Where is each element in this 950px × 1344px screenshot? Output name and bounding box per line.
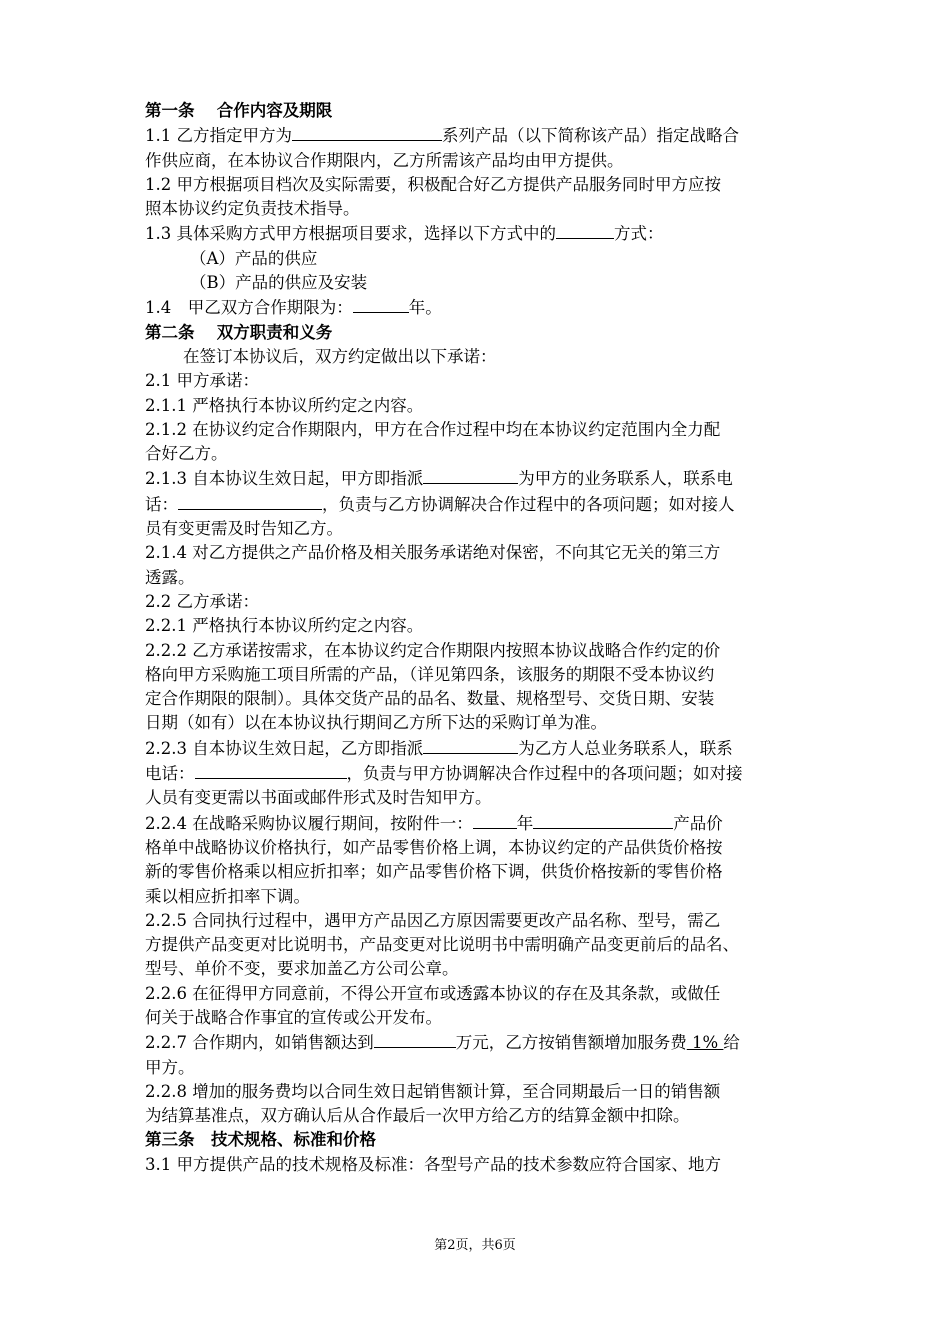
clause-2-1-4-cont: 透露。 <box>145 567 195 587</box>
clause-2-1-3-cont2: 员有变更需及时告知乙方。 <box>145 519 343 539</box>
blank-product-series <box>292 123 442 141</box>
section-3-title: 第三条 技术规格、标准和价格 <box>145 1130 376 1150</box>
section-2-intro: 在签订本协议后，双方约定做出以下承诺： <box>183 346 497 366</box>
clause-2-2-8: 2.2.8 增加的服务费均以合同生效日起销售额计算，至合同期最后一日的销售额 <box>145 1081 721 1101</box>
blank-price-list <box>533 811 673 829</box>
blank-purchase-method <box>556 221 614 239</box>
clause-2-2-4-cont3: 乘以相应折扣率下调。 <box>145 886 310 906</box>
clause-2-1-1: 2.1.1 严格执行本协议所约定之内容。 <box>145 395 424 415</box>
blank-sales-amount <box>374 1030 456 1048</box>
page-number: 第2页，共6页 <box>434 1238 516 1253</box>
blank-price-year <box>473 811 517 829</box>
clause-1-2: 1.2 甲方根据项目档次及实际需要，积极配合好乙方提供产品服务同时甲方应按 <box>145 174 721 194</box>
clause-1-4: 1.4 甲乙双方合作期限为： 年。 <box>145 295 810 320</box>
clause-2-1: 2.1 甲方承诺： <box>145 371 259 391</box>
clause-2-2-5-cont: 方提供产品变更对比说明书，产品变更对比说明书中需明确产品变更前后的品名、 <box>145 935 739 955</box>
clause-2-2-7-cont: 甲方。 <box>145 1057 195 1077</box>
blank-party-b-phone <box>195 761 347 779</box>
clause-2-2-4-cont2: 新的零售价格乘以相应折扣率；如产品零售价格下调，供货价格按新的零售价格 <box>145 862 723 882</box>
service-fee-rate: 1% <box>686 1033 724 1053</box>
clause-2-2-2-cont3: 日期（如有）以在本协议执行期间乙方所下达的采购订单为准。 <box>145 713 607 733</box>
clause-2-2-3-cont2: 人员有变更需以书面或邮件形式及时告知甲方。 <box>145 788 492 808</box>
clause-2-2-4-cont: 格单中战略协议价格执行，如产品零售价格上调，本协议约定的产品供货价格按 <box>145 837 723 857</box>
clause-2-1-3: 2.1.3 自本协议生效日起，甲方即指派 为甲方的业务联系人，联系电 <box>145 466 810 491</box>
clause-2-2-3: 2.2.3 自本协议生效日起，乙方即指派 为乙方人总业务联系人，联系 <box>145 736 810 761</box>
clause-2-2-6: 2.2.6 在征得甲方同意前，不得公开宣布或透露本协议的存在及其条款，或做任 <box>145 983 721 1003</box>
clause-2-2-4: 2.2.4 在战略采购协议履行期间，按附件一： 年 产品价 <box>145 811 810 836</box>
clause-2-1-4: 2.1.4 对乙方提供之产品价格及相关服务承诺绝对保密，不向其它无关的第三方 <box>145 543 721 563</box>
clause-2-2-5: 2.2.5 合同执行过程中，遇甲方产品因乙方原因需要更改产品名称、型号，需乙 <box>145 910 721 930</box>
clause-2-2-2-cont2: 定合作期限的限制）。具体交货产品的品名、数量、规格型号、交货日期、安装 <box>145 689 715 709</box>
clause-2-2-8-cont: 为结算基准点，双方确认后从合作最后一次甲方给乙方的结算金额中扣除。 <box>145 1106 690 1126</box>
blank-party-a-contact <box>423 466 518 484</box>
clause-2-2-6-cont: 何关于战略合作事宜的宣传或公开发布。 <box>145 1007 442 1027</box>
clause-1-3: 1.3 具体采购方式甲方根据项目要求，选择以下方式中的 方式： <box>145 221 810 246</box>
clause-2-2-2: 2.2.2 乙方承诺按需求，在本协议约定合作期限内按照本协议战略合作约定的价 <box>145 640 721 660</box>
blank-party-a-phone <box>178 492 322 510</box>
clause-1-1-cont: 作供应商，在本协议合作期限内，乙方所需该产品均由甲方提供。 <box>145 150 624 170</box>
clause-1-2-cont: 照本协议约定负责技术指导。 <box>145 199 360 219</box>
clause-2-1-2: 2.1.2 在协议约定合作期限内，甲方在合作过程中均在本协议约定范围内全力配 <box>145 419 721 439</box>
clause-2-2: 2.2 乙方承诺： <box>145 591 259 611</box>
clause-2-2-3-cont: 电话： ，负责与甲方协调解决合作过程中的各项问题；如对接 <box>145 761 810 786</box>
blank-party-b-contact <box>423 736 518 754</box>
clause-2-2-5-cont2: 型号、单价不变，要求加盖乙方公司公章。 <box>145 959 459 979</box>
clause-1-1: 1.1 乙方指定甲方为 系列产品（以下简称该产品）指定战略合 <box>145 123 810 148</box>
section-2-title: 第二条 双方职责和义务 <box>145 322 333 342</box>
document-body <box>145 99 810 1177</box>
section-1-title: 第一条 合作内容及期限 <box>145 101 333 120</box>
clause-2-1-3-cont: 话： ，负责与乙方协调解决合作过程中的各项问题；如对接人 <box>145 492 810 517</box>
blank-cooperation-years <box>353 295 409 313</box>
clause-2-2-1: 2.2.1 严格执行本协议所约定之内容。 <box>145 616 424 636</box>
clause-2-1-2-cont: 合好乙方。 <box>145 444 228 464</box>
option-a: （A）产品的供应 <box>190 248 318 268</box>
clause-2-2-7: 2.2.7 合作期内，如销售额达到 万元，乙方按销售额增加服务费 1% 给 <box>145 1030 810 1055</box>
clause-3-1: 3.1 甲方提供产品的技术规格及标准：各型号产品的技术参数应符合国家、地方 <box>145 1154 721 1174</box>
option-b: （B）产品的供应及安装 <box>190 273 368 293</box>
clause-2-2-2-cont: 格向甲方采购施工项目所需的产品，（详见第四条，该服务的期限不受本协议约 <box>145 664 715 684</box>
